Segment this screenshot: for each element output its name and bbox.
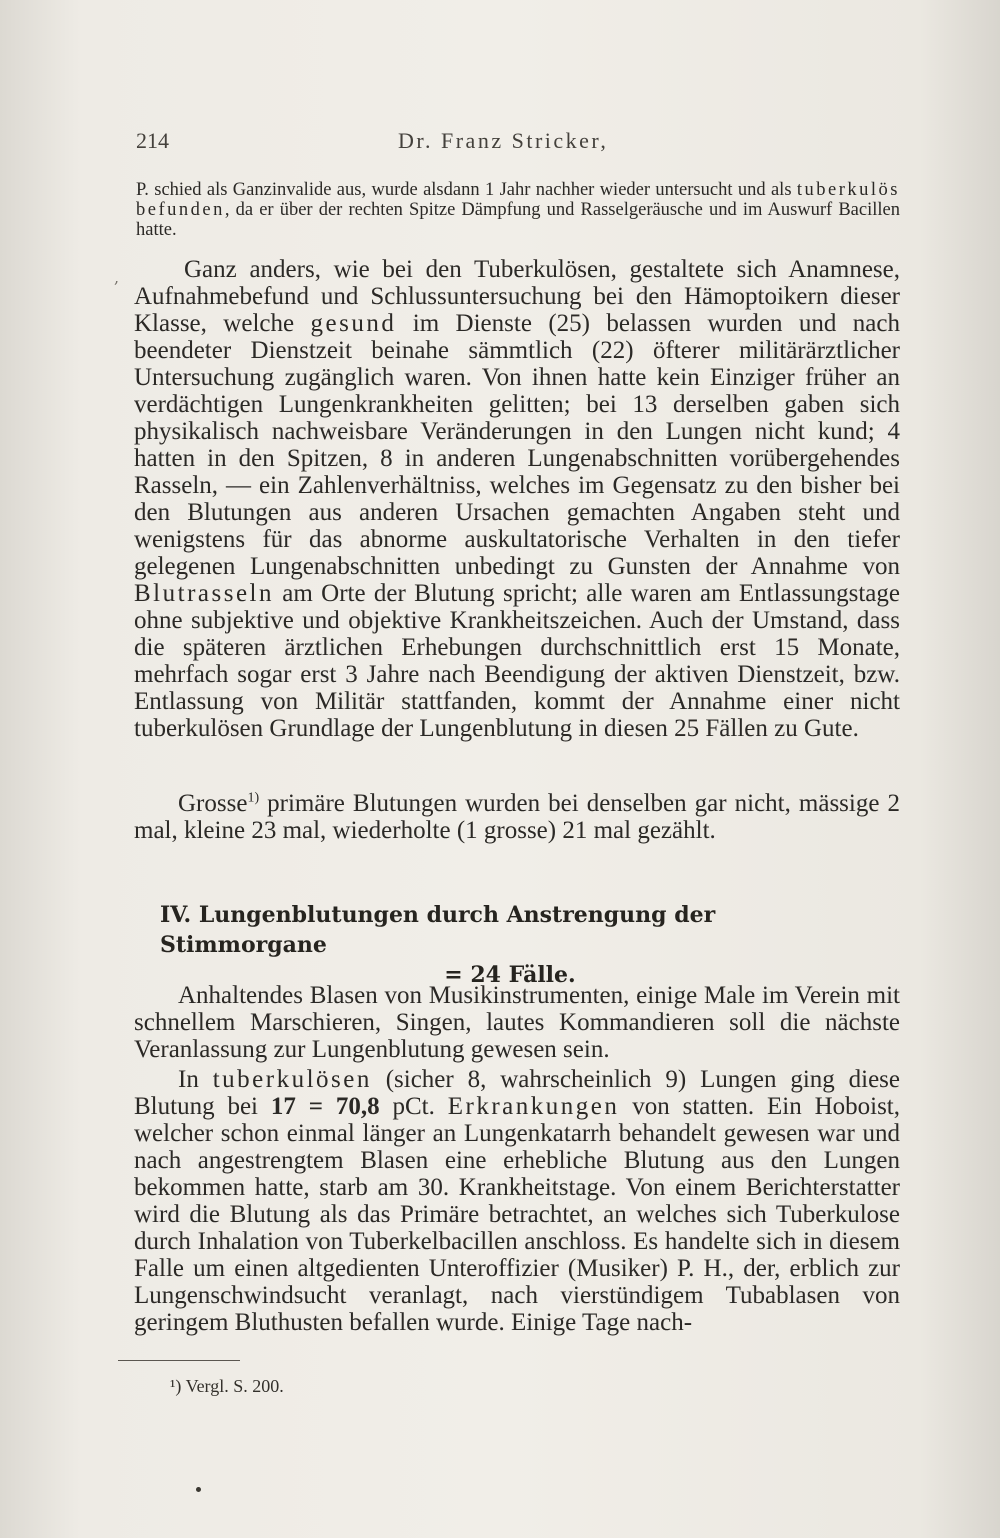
paragraph-1-spaced-term-2: Blutrasseln [134,580,274,607]
running-title: Dr. Franz Stricker, [398,128,609,153]
paragraph-1-text-start: Ganz anders, wie bei den Tuberkulösen, gestaltete sich Anamnese, Aufnahmebefund und Schlussuntersuchung bei den Hämoptoikern dieser Klasse, welche [134,256,900,337]
paragraph-4-text-end: von statten. Ein Hoboist, welcher schon einmal länger an Lungenkatarrh behandelt gewesen war und nach angestrengtem Blasen eine erhebliche Blutung aus den Lungen bekommen hatte, starb am 30. Krankheitstage. Von einem Berichterstatter wird die Blutung als das Primäre betrachtet, an welches sich Tuberkulose durch Inhalation von Tuberkelbacillen anschloss. Es handelte sich in diesem Falle um einen altgedienten Unteroffizier (Musiker) P. H., der, erblich zur Lungenschwindsucht veranlagt, nach vierstündigem Tubablasen von geringem Bluthusten befallen wurde. Einige Tage nach- [134,1093,901,1336]
paragraph-4-text-middle-2: pCt. [379,1093,448,1120]
page-number: 214 [136,128,169,153]
paragraph-1-text-middle: im Dienste (25) belassen wurden und nach beendeter Dienstzeit beinahe sämmtlich (22) öfterer militärärztlicher Untersuchung zugänglich waren. Von ihnen hatte kein Einziger früher an verdächtigen Lungenkrankheiten gelitten; bei 13 derselben gaben sich physikalisch nachweisbare Veränderungen in den Lungen nicht kund; 4 hatten in den Spitzen, 8 in anderen Lungenabschnitten vorübergehendes Rasseln, — ein Zahlenverhältniss, welches im Gegensatz zu den bisher bei den Blutungen aus anderen Ursachen gemachten Angaben steht und wenigstens für das abnorme auskultatorische Verhalten in den tiefer gelegenen Lungenabschnitten unbedingt zu Gunsten der Annahme von [134,310,900,580]
paragraph-2-text-start: Grosse [178,790,248,817]
footnote: ¹) Vergl. S. 200. [170,1376,284,1396]
paragraph-tuberculous-cases [134,1066,900,1336]
paper-speck [196,1487,201,1492]
section-heading-line-2: = 24 Fälle. [444,962,576,988]
case-note-paragraph [136,180,900,240]
section-heading [160,900,860,990]
footnote-divider [118,1360,240,1361]
paragraph-4-bold-figure: 17 = 70,8 [270,1093,380,1120]
paragraph-1-text-end: am Orte der Blutung spricht; alle waren am Entlassungstage ohne subjektive und objektive Krankheitszeichen. Auch der Umstand, dass die späteren ärztlichen Erhebungen durchschnittlich erst 15 Monate, mehrfach sogar erst 3 Jahre nach Beendigung der aktiven Dienstzeit, bzw. Entlassung von Militär stattfanden, kommt der Annahme einer nicht tuberkulösen Grundlage der Lungenblutung in diesen 25 Fällen zu Gute. [134,580,900,742]
paragraph-1-spaced-term: gesund [310,310,397,337]
case-note-text-end: , da er über der rechten Spitze Dämpfung und Rasselgeräusche und im Auswurf Bacillen hatte. [136,200,900,240]
paragraph-bleeding-counts [134,790,900,844]
section-heading-line-1: IV. Lungenblutungen durch Anstrengung der Stimmorgane [160,902,716,958]
case-note-text-start: P. schied als Ganzinvalide aus, wurde alsdann 1 Jahr nachher wieder untersucht und als [136,180,797,200]
paragraph-4-text-start: In [178,1066,213,1093]
case-note-spaced-term: tuberkulös befunden [136,180,900,220]
paragraph-hemoptoics [134,256,900,742]
paragraph-causes: Anhaltendes Blasen von Musikinstrumenten, einige Male im Verein mit schnellem Marschieren, Singen, lautes Kommandieren soll die nächste Veranlassung zur Lungenblutung gewesen sein. [134,982,900,1063]
footnote-reference: 1) [247,790,260,806]
paragraph-4-text-middle: (sicher 8, wahrscheinlich 9) Lungen ging diese Blutung bei [134,1066,901,1120]
paragraph-4-spaced-term: tuberkulösen [212,1066,372,1093]
margin-tick-mark: , [114,268,120,287]
paragraph-2-text-end: primäre Blutungen wurden bei denselben gar nicht, mässige 2 mal, kleine 23 mal, wiederholte (1 grosse) 21 mal gezählt. [134,790,900,844]
paragraph-4-spaced-term-2: Erkrankungen [447,1093,620,1120]
